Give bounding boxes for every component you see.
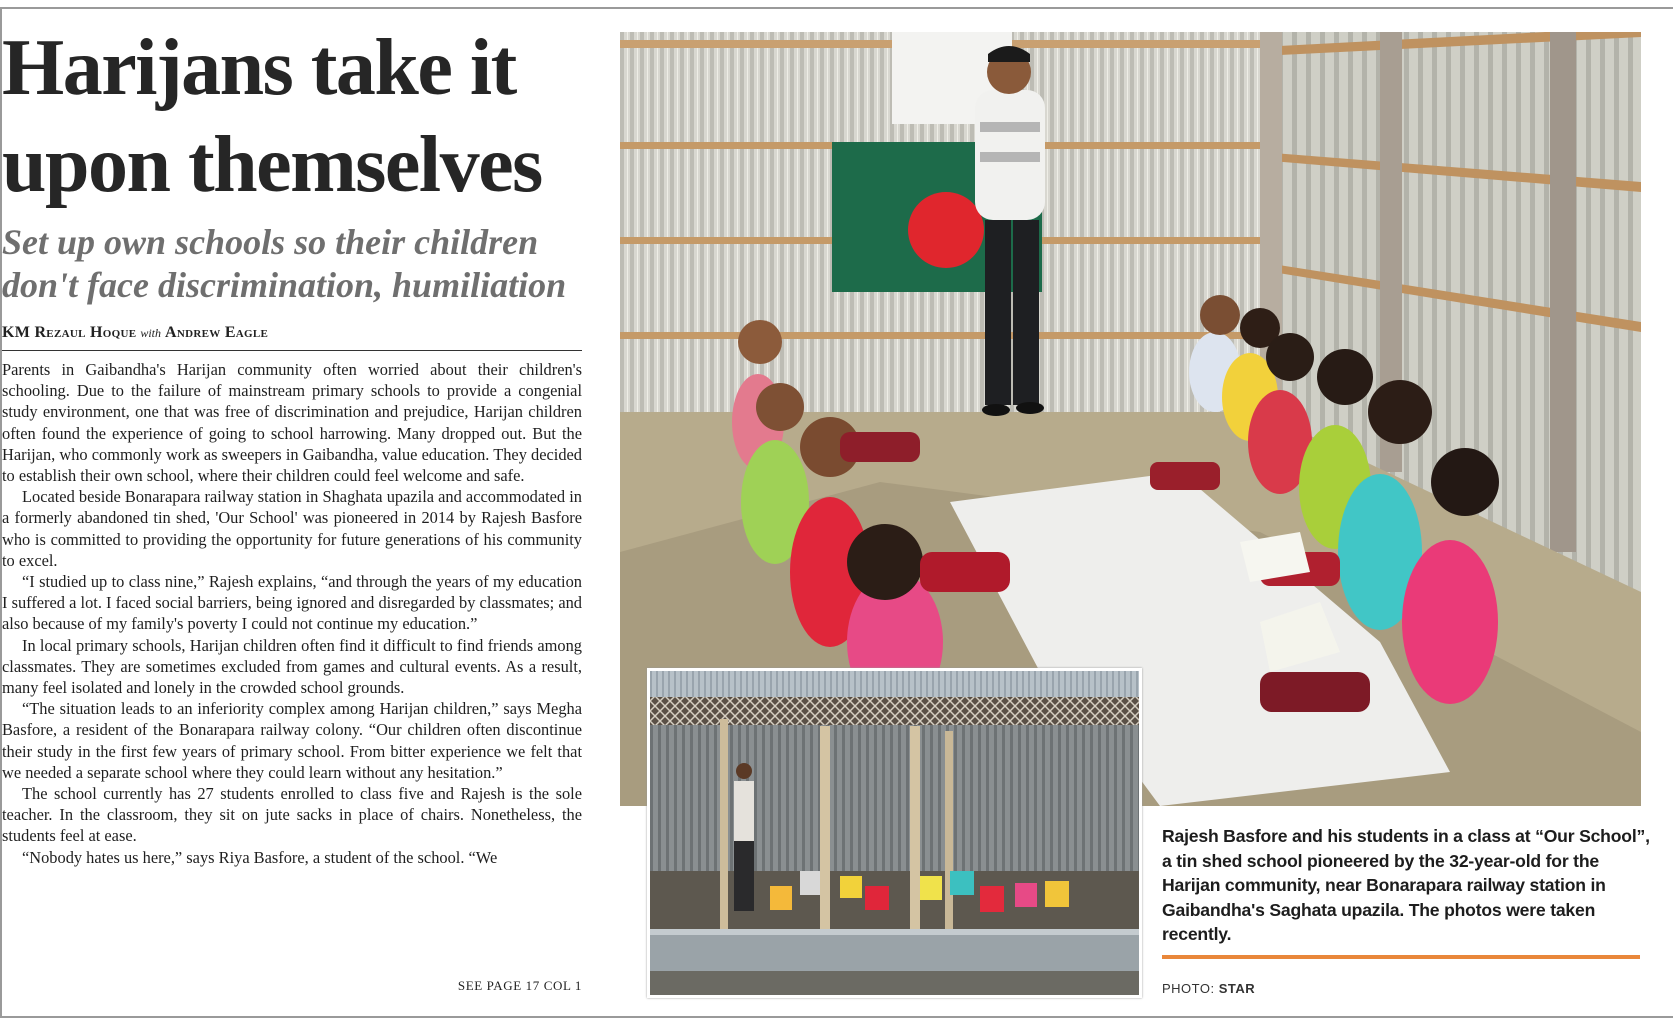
subheadline: Set up own schools so their children don't face discrimination, humiliation	[2, 222, 567, 305]
paragraph: “I studied up to class nine,” Rajesh explains, “and through the years of my education I suffered a lot. I faced social barriers, being ignored and disregarded by classmates; and also because of my family's poverty I could not continue my education.”	[2, 572, 582, 634]
school-exterior-photo	[647, 668, 1142, 998]
photo-credit	[1162, 981, 1255, 996]
paragraph: Located beside Bonarapara railway station in Shaghata upazila and accommodated in a formerly abandoned tin shed, 'Our School' was pioneered in 2014 by Rajesh Basfore who is committed to providing the opportunity for future generations of his community to excel.	[2, 487, 582, 570]
bottom-rule	[0, 1016, 1673, 1018]
article-body	[2, 359, 582, 868]
paragraph: The school currently has 27 students enrolled to class five and Rajesh is the sole teacher. In the classroom, they sit on jute sacks in place of chairs. Nonetheless, the students feel at ease.	[2, 784, 582, 846]
caption-divider	[1162, 955, 1640, 959]
top-rule	[0, 7, 1673, 9]
author-name: KM Rezaul Hoque	[2, 324, 137, 341]
photo-credit-source: STAR	[1218, 981, 1256, 996]
paragraph: In local primary schools, Harijan children often find it difficult to find friends among classmates. They are sometimes excluded from games and cultural events. As a result, many feel isolated and lonely in the crowded school grounds.	[2, 635, 582, 698]
byline	[2, 324, 582, 342]
byline-conjunction: with	[140, 326, 162, 340]
byline-divider	[2, 350, 582, 351]
photo-caption: Rajesh Basfore and his students in a class at “Our School”, a tin shed school pioneered by the 32-year-old for the Harijan community, near Bonarapara railway station in Gaibandha's Saghata upazila. The photos were taken recently.	[1162, 826, 1650, 945]
photo-credit-label: PHOTO:	[1162, 981, 1215, 996]
headline: Harijans take it upon themselves	[2, 24, 542, 209]
paragraph: “Nobody hates us here,” says Riya Basfore, a student of the school. “We	[22, 847, 498, 867]
continuation-link[interactable]: SEE PAGE 17 COL 1	[457, 978, 582, 993]
coauthor-name: Andrew Eagle	[165, 324, 269, 341]
paragraph: “The situation leads to an inferiority complex among Harijan children,” says Megha Basfore, a resident of the Bonarapara railway colony. “Our children often discontinue their study in the first few years of primary school. From bitter experience we felt that we needed a separate school where they could learn without any hesitation.”	[2, 699, 582, 782]
paragraph: Parents in Gaibandha's Harijan community often worried about their children's schooling. Due to the failure of mainstream primary schools to provide a congenial study environment, one that was free of discrimination and prejudice, Harijan children often found the experience of going to school harrowing. Many dropped out. But the Harijan, who commonly work as sweepers in Gaibandha, value education. They decided to establish their own school, where their children could feel welcome and safe.	[2, 360, 582, 486]
